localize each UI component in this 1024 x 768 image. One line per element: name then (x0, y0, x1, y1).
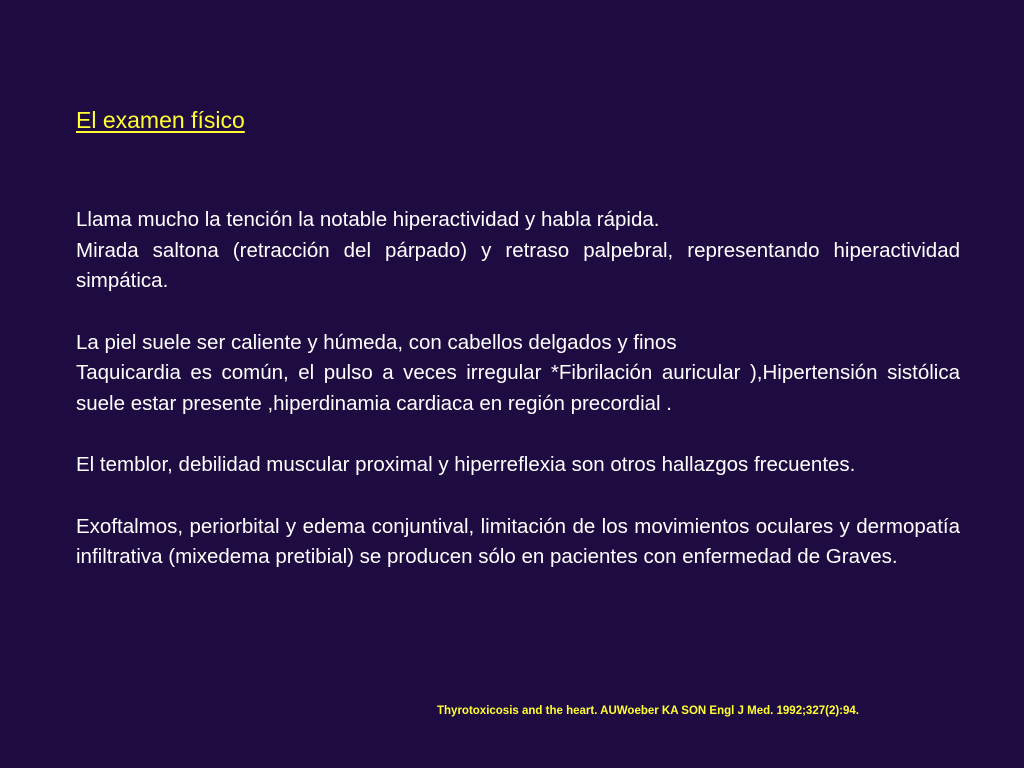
citation: Thyrotoxicosis and the heart. AUWoeber KA SON Engl J Med. 1992;327(2):94. (437, 705, 859, 717)
paragraph-spacer (76, 419, 960, 450)
paragraph-graves: Exoftalmos, periorbital y edema conjuntival, limitación de los movimientos oculares y dermopatía infiltrativa (mixedema pretibial) se producen sólo en pacientes con enfermedad de Graves. (76, 514, 960, 568)
paragraph-spacer (76, 297, 960, 328)
paragraph-hyperactivity (76, 205, 960, 297)
paragraph-skin-cardiac (76, 328, 960, 420)
paragraph-hyperactivity-line-2: Mirada saltona (retracción del párpado) y retraso palpebral, representando hiperactividad simpática. (76, 238, 960, 292)
paragraph-skin-line: La piel suele ser caliente y húmeda, con cabellos delgados y finos (76, 330, 677, 354)
slide-body (76, 205, 960, 604)
paragraph-tremor: El temblor, debilidad muscular proximal y hiperreflexia son otros hallazgos frecuentes. (76, 453, 856, 476)
paragraph-hyperactivity-line-1: Llama mucho la tención la notable hiperactividad y habla rápida. (76, 208, 660, 231)
slide-title: El examen físico (76, 107, 245, 133)
paragraph-cardiac-line: Taquicardia es común, el pulso a veces irregular *Fibrilación auricular ),Hipertensión sistólica suele estar presente ,hiperdinamia cardiaca en región precordial . (76, 361, 960, 415)
